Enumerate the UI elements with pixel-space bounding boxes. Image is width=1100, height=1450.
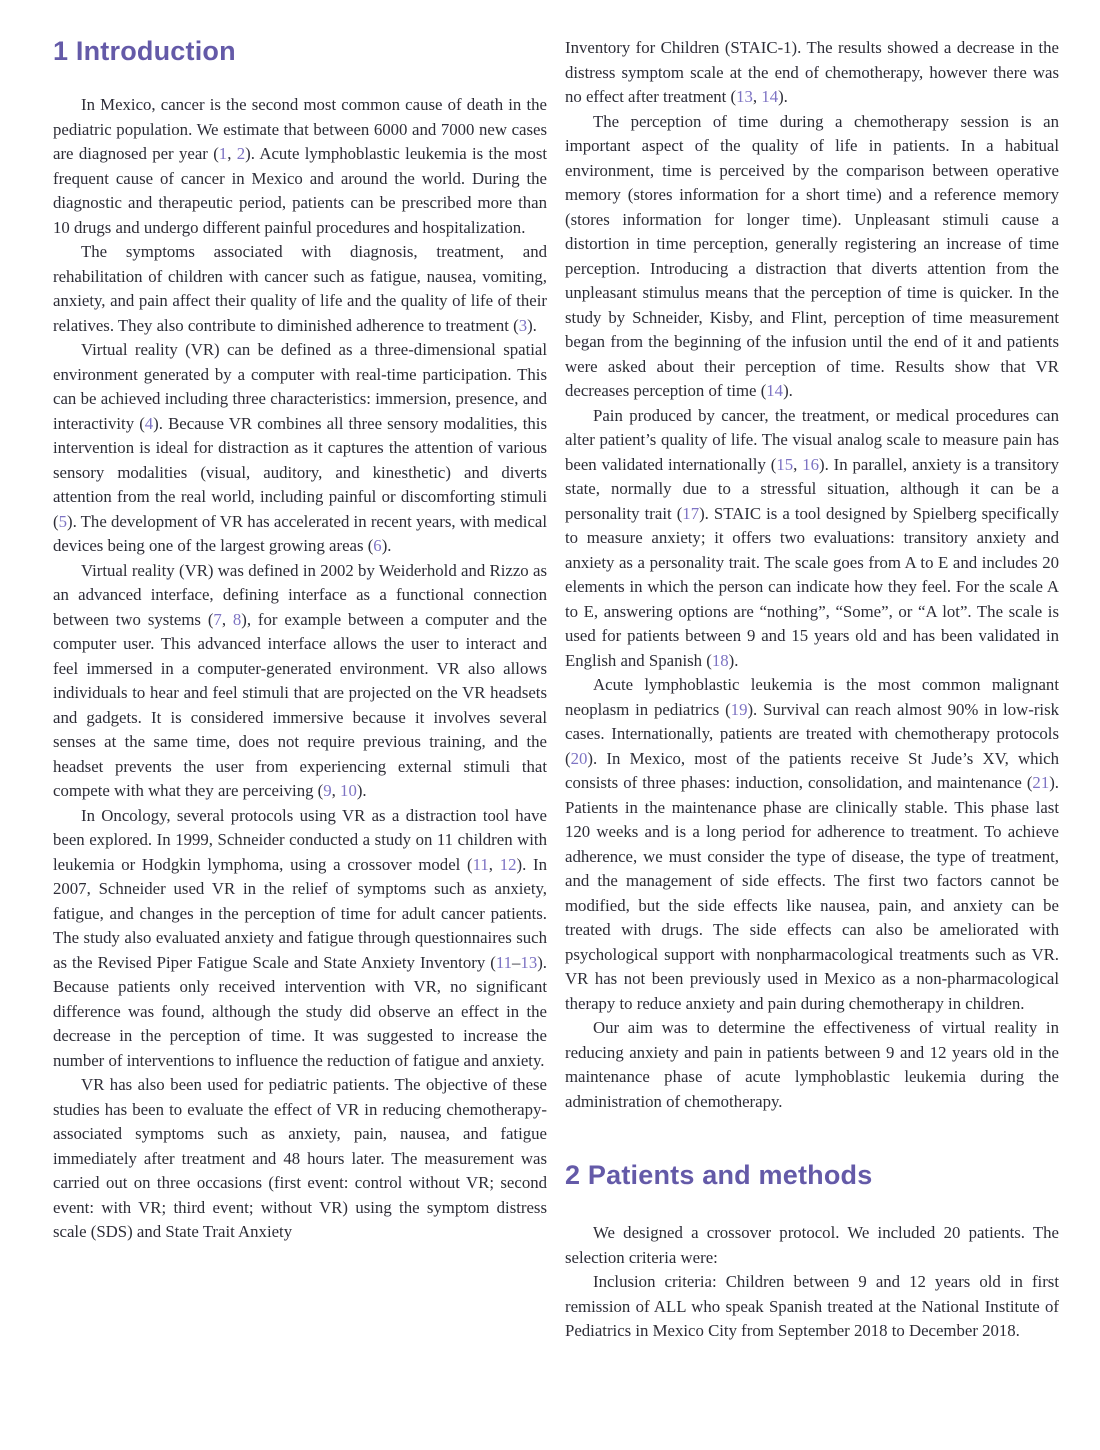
citation-link[interactable]: 21 bbox=[1032, 773, 1050, 792]
citation-link[interactable]: 10 bbox=[340, 781, 357, 801]
paragraph: Pain produced by cancer, the treatment, or medical procedures can alter patient’s quality of life. The visual analog scale to measure pain has been validated internationally (15, 16). In parallel, anxiety is a transitory state, normally due to a stressful situation, although it can be a personality trait (17). STAIC is a tool designed by Spielberg specifically to measure anxiety; it offers two evaluations: transitory anxiety and anxiety as a personality trait. The scale goes from A to E and includes 20 elements in which the person can indicate how they feel. For the scale A to E, answering options are “nothing”, “Some”, or “A lot”. The scale is used for patients between 9 and 15 years old and has been validated in English and Spanish (18). bbox=[565, 405, 1059, 670]
citation-link[interactable]: 7 bbox=[213, 609, 222, 629]
paragraph: The symptoms associated with diagnosis, treatment, and rehabilitation of children with cancer such as fatigue, nausea, vomiting, anxiety, and pain affect their quality of life and the quality of life of their relatives. They also contribute to diminished adherence to treatment (3). bbox=[53, 242, 547, 335]
paragraph: In Oncology, several protocols using VR as a distraction tool have been explored. In 1999, Schneider conducted a study on 11 children with leukemia or Hodgkin lymphoma, using a crossover model (11, 12). In 2007, Schneider used VR in the relief of symptoms such as anxiety, fatigue, and changes in the perception of time for adult cancer patients. The study also evaluated anxiety and fatigue through questionnaires such as the Revised Piper Fatigue Scale and State Anxiety Inventory (11–13). Because patients only received intervention with VR, no significant difference was found, although the study did observe an effect in the decrease in the perception of time. It was suggested to increase the number of interventions to influence the reduction of fatigue and anxiety. bbox=[53, 805, 547, 1070]
citation-link[interactable]: 20 bbox=[570, 748, 588, 768]
citation-link[interactable]: 11 bbox=[472, 854, 489, 874]
paragraph: In Mexico, cancer is the second most common cause of death in the pediatric population. We estimate that between 6000 and 7000 new cases are diagnosed per year (1, 2). Acute lymphoblastic leukemia is the most frequent cause of cancer in Mexico and around the world. During the diagnostic and therapeutic period, patients can be prescribed more than 10 drugs and undergo different painful procedures and hospitalization. bbox=[53, 95, 548, 237]
paragraph-continuation: Inventory for Children (STAIC-1). The results showed a decrease in the distress symptom scale at the end of chemotherapy, however there was no effect after treatment (13, 14). bbox=[565, 38, 1059, 106]
paragraph: Acute lymphoblastic leukemia is the most common malignant neoplasm in pediatrics (19). Survival can reach almost 90% in low-risk cases. Internationally, patients are treated with chemotherapy protocols (20). In Mexico, most of the patients receive St Jude’s XV, which consists of three phases: induction, consolidation, and maintenance (21). Patients in the maintenance phase are clinically stable. This phase last 120 weeks and is a long period for adherence to treatment. To achieve adherence, we must consider the type of disease, the type of treatment, and the management of side effects. The first two factors cannot be modified, but the side effects like nausea, pain, and anxiety can be treated with drugs. The side effects can also be ameliorated with psychological support with nonpharmacological treatments such as VR. VR has not been previously used in Mexico as a non-pharmacological therapy to reduce anxiety and pain during chemotherapy in children. bbox=[565, 675, 1059, 1013]
citation-link[interactable]: 5 bbox=[58, 511, 67, 531]
citation-link[interactable]: 1 bbox=[218, 144, 228, 164]
paragraph: Virtual reality (VR) can be defined as a three-dimensional spatial environment generated by a computer with real-time participation. This can be achieved including three characteristics: immersion, presence, and interactivity (4). Because VR combines all three sensory modalities, this intervention is ideal for distraction as it captures the attention of various sensory modalities (visual, auditory, and kinesthetic) and diverts attention from the real world, including painful or discomforting stimuli (5). The development of VR has accelerated in recent years, with medical devices being one of the largest growing areas (6). bbox=[53, 340, 547, 556]
citation-link[interactable]: 13 bbox=[520, 952, 538, 972]
citation-link[interactable]: 17 bbox=[682, 503, 700, 523]
section-heading-introduction: 1 Introduction bbox=[53, 36, 236, 66]
citation-link[interactable]: 12 bbox=[499, 854, 517, 874]
citation-link[interactable]: 8 bbox=[232, 609, 242, 629]
paragraph: Inclusion criteria: Children between 9 and 12 years old in first remission of ALL who speak Spanish treated at the National Institute of Pediatrics in Mexico City from September 2018 to December 2018. bbox=[565, 1272, 1059, 1341]
citation-link[interactable]: 14 bbox=[761, 87, 779, 106]
paragraph: The perception of time during a chemotherapy session is an important aspect of the quality of life in patients. In a habitual environment, time is perceived by the comparison between operative memory (stores information for a short time) and a reference memory (stores information for longer time). Unpleasant stimuli cause a distortion in time perception, generally registering an increase of time perception. Introducing a distraction that diverts attention from the unpleasant stimulus means that the perception of time is quicker. In the study by Schneider, Kisby, and Flint, perception of time measurement began from the beginning of the infusion until the end of it and patients were asked about their perception of time. Results show that VR decreases perception of time (14). bbox=[565, 111, 1059, 400]
citation-link[interactable]: 2 bbox=[236, 144, 246, 164]
section-heading-patients-and-methods: 2 Patients and methods bbox=[565, 1160, 873, 1190]
citation-link[interactable]: 18 bbox=[711, 650, 729, 670]
citation-link[interactable]: 19 bbox=[730, 699, 748, 719]
paragraph: Virtual reality (VR) was defined in 2002 by Weiderhold and Rizzo as an advanced interface, defining interface as a functional connection between two systems (7, 8), for example between a computer and the computer user. This advanced interface allows the user to interact and feel immersed in a computer-generated environment. VR also allows individuals to hear and feel stimuli that are projected on the VR headsets and gadgets. It is considered immersive because it involves several senses at the same time, does not require previous training, and the headset prevents the user from experiencing external stimuli that compete with what they are perceiving (9, 10). bbox=[53, 560, 547, 801]
citation-link[interactable]: 13 bbox=[736, 87, 753, 106]
right-column bbox=[565, 36, 1059, 1344]
paragraph: We designed a crossover protocol. We included 20 patients. The selection criteria were: bbox=[565, 1223, 1059, 1267]
citation-link[interactable]: 11 bbox=[495, 952, 513, 972]
citation-link[interactable]: 6 bbox=[373, 536, 382, 556]
citation-link[interactable]: 3 bbox=[518, 315, 528, 335]
citation-link[interactable]: 4 bbox=[144, 413, 154, 433]
citation-link[interactable]: 15 bbox=[776, 454, 794, 474]
paragraph: VR has also been used for pediatric patients. The objective of these studies has been to evaluate the effect of VR in reducing chemotherapy-associated symptoms such as anxiety, pain, nausea, and fatigue immediately after treatment and 48 hours later. The measurement was carried out on three occasions (first event: control without VR; second event: with VR; third event; without VR) using the symptom distress scale (SDS) and State Trait Anxiety bbox=[53, 1075, 547, 1242]
citation-link[interactable]: 14 bbox=[766, 381, 784, 400]
paragraph: Our aim was to determine the effectiveness of virtual reality in reducing anxiety and pain in patients between 9 and 12 years old in the maintenance phase of acute lymphoblastic leukemia during the administration of chemotherapy. bbox=[565, 1018, 1059, 1111]
citation-link[interactable]: 16 bbox=[802, 454, 819, 474]
citation-link[interactable]: 9 bbox=[323, 781, 332, 801]
left-column bbox=[53, 36, 547, 1344]
